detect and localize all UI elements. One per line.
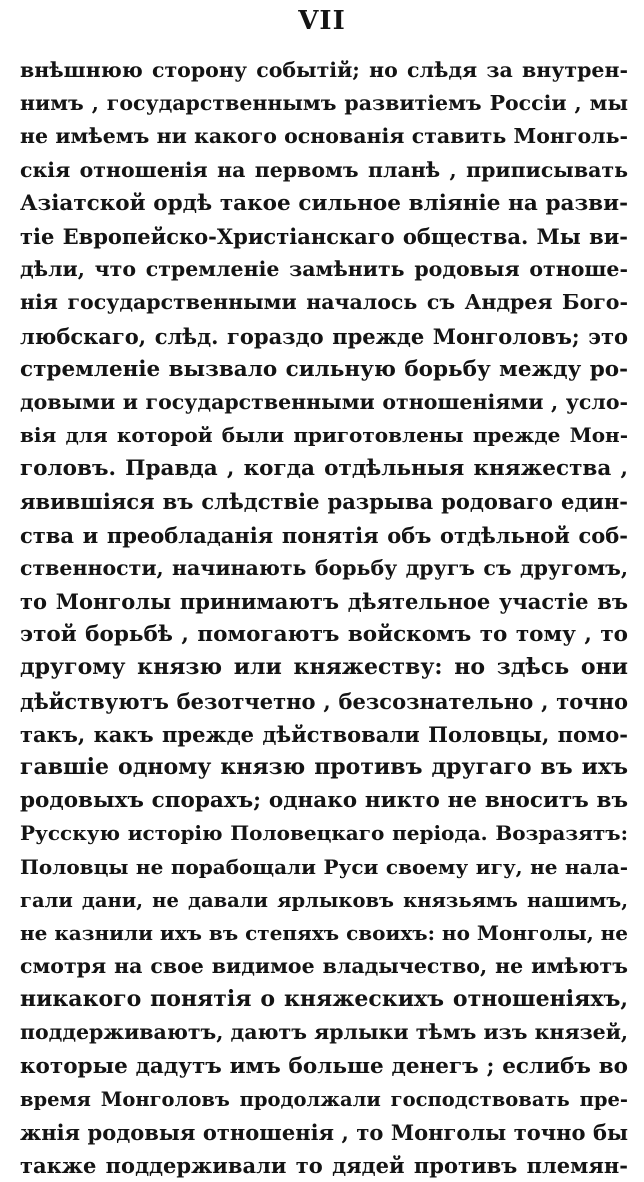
text-line: смотря на свое видимое владычество, не имѣютъ <box>20 954 628 979</box>
text-line: не имѣемъ ни какого основанія ставить Монголь- <box>20 124 628 149</box>
text-line: гали дани, не давали ярлыковъ князьямъ нашимъ, <box>20 888 628 912</box>
text-line: нія государственными началось съ Андрея Бого- <box>20 290 628 315</box>
text-line: ства и преобладанія понятія объ отдѣльной соб- <box>20 522 628 548</box>
text-line: также поддерживали то дядей противъ племян- <box>20 1153 628 1179</box>
text-line: головъ. Правда , когда отдѣльныя княжества , <box>20 456 628 482</box>
text-line: любскаго, слѣд. гораздо прежде Монголовъ; это <box>20 323 628 349</box>
text-line: время Монголовъ продолжали господствовать пре- <box>20 1087 628 1111</box>
text-line: поддерживаютъ, даютъ ярлыки тѣмъ изъ князей, <box>20 1020 628 1045</box>
text-line: тіе Европейско-Христіанскаго общества. Мы ви- <box>20 223 628 249</box>
text-line: вія для которой были приготовлены прежде Мон- <box>20 423 628 448</box>
text-line: дѣли, что стремленіе замѣнить родовыя отноше- <box>20 257 628 282</box>
text-line: другому князю или княжеству: но здѣсь они <box>20 654 628 681</box>
text-line: довыми и государственными отношеніями , усло- <box>20 389 628 414</box>
text-line: Русскую исторію Половецкаго періода. Возразятъ: <box>20 821 628 846</box>
text-line: внѣшнюю сторону событій; но слѣдя за внутрен- <box>20 58 628 82</box>
text-line: ственности, начинають борьбу другъ съ другомъ, <box>20 555 628 580</box>
text-line: которые дадутъ имъ больше денегъ ; еслибъ во <box>20 1053 628 1079</box>
text-line: не казнили ихъ въ степяхъ своихъ: но Монголы, не <box>20 920 628 945</box>
text-line: гавшіе одному князю противъ другаго въ ихъ <box>20 753 628 780</box>
text-line: Половцы не порабощали Руси своему игу, не нала- <box>20 854 628 879</box>
text-line: никакого понятія о княжескихъ отношеніяхъ, <box>20 986 628 1013</box>
body-text <box>20 54 628 1182</box>
text-line: этой борьбѣ , помогаютъ войскомъ то тому , то <box>20 622 628 648</box>
text-line: стремленіе вызвало сильную борьбу между ро- <box>20 356 628 382</box>
text-line: родовыхъ спорахъ; однако никто не вноситъ въ <box>20 788 628 814</box>
page-number: VII <box>298 6 346 36</box>
text-line: жнія родовыя отношенія , то Монголы точно бы <box>20 1120 628 1145</box>
text-line: скія отношенія на первомъ планѣ , приписывать <box>20 157 628 182</box>
text-line: явившіяся въ слѣдствіе разрыва родоваго един- <box>20 489 628 515</box>
text-line: то Монголы принимаютъ дѣятельное участіе въ <box>20 589 628 614</box>
text-line: Азіатской ордѣ такое сильное вліяніе на разви- <box>20 190 628 216</box>
text-line: дѣйствуютъ безотчетно , безсознательно , точно <box>20 688 628 714</box>
text-line: нимъ , государственнымъ развитіемъ Россіи , мы <box>20 91 628 116</box>
text-line: такъ, какъ прежде дѣйствовали Половцы, помо- <box>20 721 628 747</box>
